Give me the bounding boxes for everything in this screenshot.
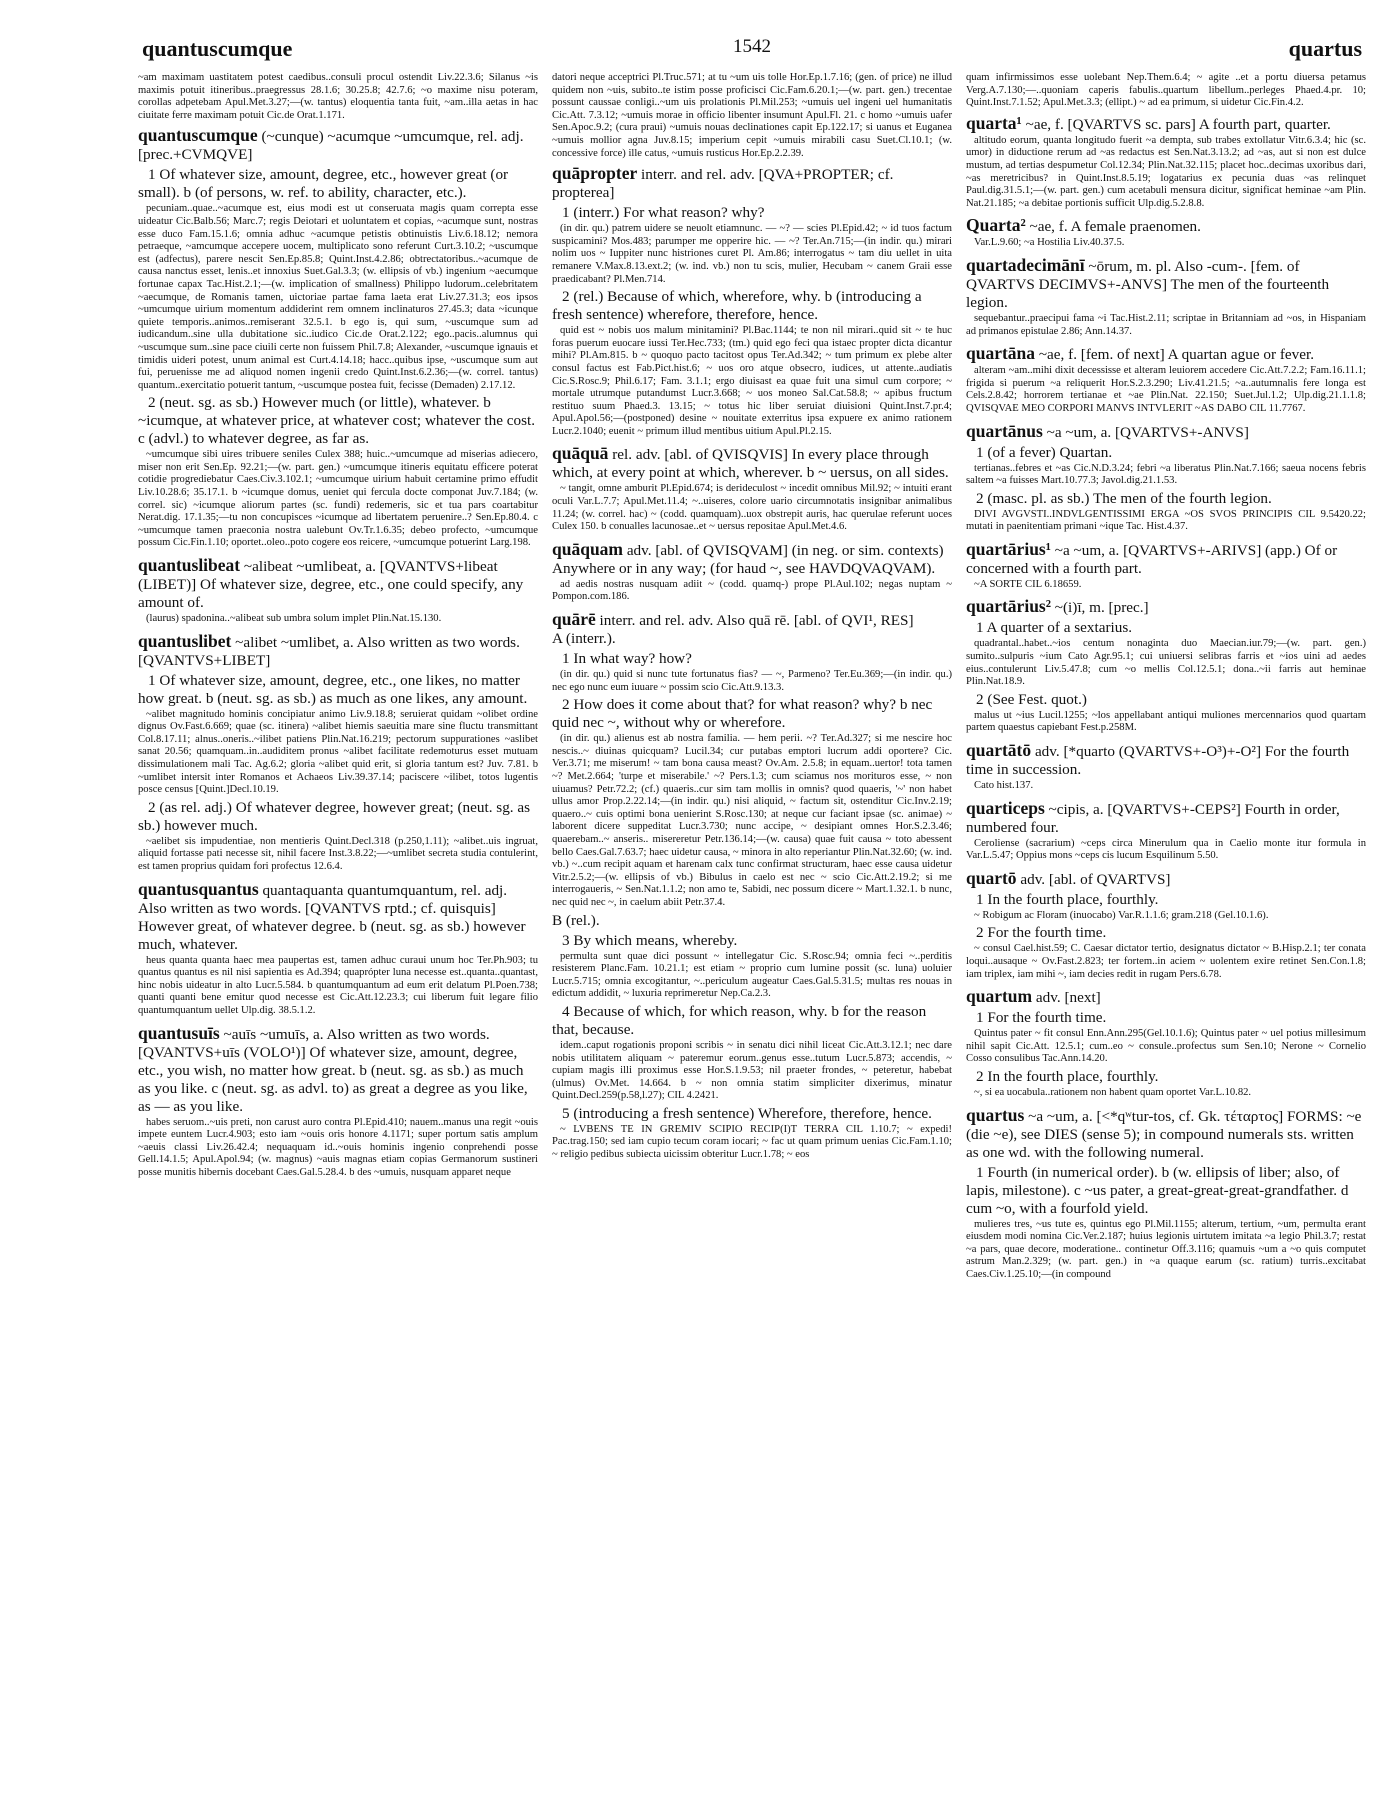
entry-head-text: ~a ~um, a. [QVARTVS+-ANVS] [1046, 423, 1249, 441]
entry-definition [966, 422, 1366, 442]
entry-quarticeps [966, 799, 1366, 863]
entry-quarto [966, 869, 1366, 981]
citations-1: sequebantur..praecipui fama ~i Tac.Hist.2.11; scriptae in Britanniam ad ~os, in Hispaniam ad primanos epistulae 2.86; Ann.14.37. [966, 312, 1366, 337]
headword: quartātō [966, 740, 1032, 761]
entry-quaquam [552, 540, 952, 604]
entry-head-text: ~a ~um, a. [<*qʷtur-tos, cf. Gk. τέταρτος] FORMS: ~e (die ~e), see DIES (sense 5); in compound numerals sts. written as one wd. with the following numeral. [966, 1107, 1362, 1161]
citations-1: (laurus) spadonina..~alibeat sub umbra solum implet Plin.Nat.15.130. [146, 613, 442, 625]
entry-quantusuis [138, 1024, 538, 1180]
citations-1: Cato hist.137. [974, 780, 1034, 792]
sense-1: 1 Of whatever size, amount, degree, etc., one likes, no matter how great. b (neut. sg. as sb.) as much as one likes, any amount. [138, 671, 528, 707]
citations-1: alteram ~am..mihi dixit decessisse et alteram leuiorem accedere Cic.Att.7.2.2; Fam.16.11.1; frigida si puerum ~a reliquerit Hor.S.2.3.290; Liv.41.21.5; ~a..autumnalis fere longa est Cels.2.8.42; horrorem tertianae et ~ae Plin.Nat. 22.150; Suet.Jul.1.2; Ulp.dig.21.1.1.8; QVISQVAE MEO CORPORI MANVS INTVLERIT ~AS DABO CIL 11.7767. [966, 365, 1366, 414]
headword: quantusuīs [138, 1022, 220, 1043]
entry-head-text: ~a ~um, a. [QVARTVS+-ARIVS] (app.) Of or concerned with a fourth part. [966, 541, 1338, 577]
headword: quartārius¹ [966, 538, 1051, 559]
citations-2: ~ consul Cael.hist.59; C. Caesar dictator tertio, designatus dictator ~ B.Hisp.2.1; ter conata loqui..ausaque ~ Ov.Fast.2.823; ter fortem..in aciem ~ uolentem exire retinet Sen.Con.1.8; iam triplex, iam mihi ~, iam decies redit in rugam Pers.6.78. [966, 943, 1366, 980]
sense-4: 4 Because of which, for which reason, why. b for the reason that, because. [552, 1002, 927, 1038]
citations-1: Quintus pater ~ fit consul Enn.Ann.295(Gel.10.1.6); Quintus pater ~ uel potius millesimum nihil sapit Cic.Att. 12.5.1; cum..eo ~ consule..profectus sum Sen.10; Nerone ~ Cornelio Cosso consulibus Tac.Ann.14.20. [966, 1028, 1366, 1065]
entry-quartadecimani [966, 256, 1366, 338]
headword: quartārius² [966, 596, 1051, 617]
entry-definition [138, 126, 538, 164]
entry-definition [966, 1106, 1366, 1162]
entry-definition [552, 164, 952, 202]
headword: quāquā [552, 443, 609, 464]
citations-2: malus ut ~ius Lucil.1255; ~los appellabant antiqui muliones mercennarios quod quartam partem quaestus capiebant Fest.p.258M. [966, 709, 1366, 734]
entry-head-text: ~auīs ~umuīs, a. Also written as two words. [QVANTVS+uīs (VOLO¹)] Of whatever size, amount, degree, etc., you wish, no matter how great. b (neut. sg. as sb.) as much as you like. c (neut. sg. as advl. to) as great a degree as you like, as — as you like. [138, 1025, 528, 1115]
headword: quārē [552, 609, 596, 630]
headword: quāpropter [552, 163, 638, 184]
citations-1: quadrantal..habet..~ios centum nonaginta duo Maecian.iur.79;—(w. part. gen.) sumito..sulpuris ~ium Cato Agr.95.1; cui uniuersi selibras farris et ~ios uini ad aedes eius..contulerunt Liv.5.47.8; cum ~o mellis Col.12.5.1; dona..~ii farris aut heminae Plin.Nat.18.9. [966, 638, 1366, 688]
sense-1: 1 Of whatever size, amount, degree, etc., however great (or small). b (of persons, w. ref. to ability, character, etc.). [138, 166, 509, 202]
citations-1: (in dir. qu.) patrem uidere se neuolt etiamnunc. — ~? — scies Pl.Epid.42; ~ id tuos factum suspicamini? Mos.483; parumper me opperire hic. — ~? Ter.An.715;—(in indir. qu.) mirari nolim uos ~ Iuppiter nunc histriones curet Pl. Am.86; interrogatus ~ tam diu uellet in uita remanere V.Max.8.13.ext.2; (w. ind. vb.) non tu scis, mulier, Hecubam ~ canem Graii esse praedicabant? Pl.Men.714. [552, 223, 952, 285]
entry-quartum [966, 987, 1366, 1099]
entry-head-text: quantaquanta quantumquantum, rel. adj. Also written as two words. [QVANTVS rptd.; cf. quisquis] However great, of whatever degree. b (neut. sg. as sb.) however much, whatever. [138, 881, 526, 953]
headword: quartō [966, 867, 1017, 888]
sense-2: 2 (as rel. adj.) Of whatever degree, however great; (neut. sg. as sb.) however much. [138, 798, 531, 834]
citations-1: tertianas..febres et ~as Cic.N.D.3.24; febri ~a liberatus Plin.Nat.7.166; saeua nocens febris saltem ~a fuisses Mart.10.77.3; Javol.dig.21.1.53. [966, 462, 1366, 487]
headword: quantuslibet [138, 630, 232, 651]
entry-definition [966, 114, 1366, 134]
sense-1: 1 In what way? how? [562, 650, 692, 668]
entry-quarta-1 [966, 114, 1366, 211]
entry-head-text: adv. [abl. of QVISQVAM] (in neg. or sim. contexts) Anywhere or in any way; (for haud ~, see HAVDQVAQVAM). [552, 541, 944, 577]
citations-1: ~alibet magnitudo hominis concipiatur animo Liv.9.18.8; seruierat quidam ~olibet ordine dignus Ov.Fast.6.669; quae (sc. itinera) ~alibet hiemis saeuitia mare sine fluctu transmittant Col.8.17.11; alnus..oneris..~ilibet patiens Plin.Nat.16.219; pectorum suppurationes ~aslibet sanat 20.56; quamquam..in..audiditem pronus ~alibet facilitate redemoturus esset mutuam dissimulationem mali Tac. Ag.6.2; gloria ~alibet quid erit, si gloria tantum est? Juv. 7.81. b ~umlibet intersit inter Romanos et Achaeos Liv.39.37.14; paciscere ~ilibet, totos lugentis posce census [Quint.]Decl.10.19. [138, 708, 538, 796]
citations-2: quid est ~ nobis uos malum minitamini? Pl.Bac.1144; te non nil mirari..quid sit ~ te huc foras puerum euocare iussi Ter.Hec.733; (tm.) quid ego feci qua istaec propter dicta dicantur mihi? Pl.Am.815. b ~ quoquo pacto tacitost opus Ter.Ad.342; ~ tum primum ex plebe alter consul factus est Fab.Pict.hist.6; ~ uos oro atque obsecro, iudices, ut attente..audiatis Cic.S.Rosc.9; Phil.6.17; Fam. 3.1.1; ergo diuisast ea quae fuit una simul cum corpore; ~ mortale utrumque putandumst Lucr.3.668; ~ uos moneo Sal.Cat.58.8; ~ apibus fructum restituo suum Phaed.3. 13.15; ~ totus hic liber seruiat diuisioni Quint.Inst.7.pr.4; Apul.Apol.56;—(postponed) desine ~ nouitate exterritus ipsa expuere ex animo rationem Lucr.2.1040; euenit ~ primum illud mentibus uitium Apul.Pl.2.15. [552, 325, 952, 437]
entry-head-text: interr. and rel. adv. [QVA+PROPTER; cf. propterea] [552, 166, 894, 202]
citations-1: ~A SORTE CIL 6.18659. [974, 578, 1082, 590]
entry-quantuslibet [138, 632, 538, 874]
entry-definition [138, 1024, 538, 1116]
sense-1: 1 (interr.) For what reason? why? [562, 204, 765, 222]
citations-1: ~ Robigum ac Floram (inuocabo) Var.R.1.1.6; gram.218 (Gel.10.1.6). [974, 909, 1269, 921]
entry-definition [966, 597, 1366, 617]
sense-1: 1 For the fourth time. [976, 1009, 1107, 1027]
citations-4: idem..caput rogationis proponi scribis ~ in senatu dici nihil liceat Cic.Att.3.12.1; nec dare nobis utilitatem aliquam ~ pateremur eorum..genus esse..tutum Lucr.5.873; accendis, ~ cupiam magis illi proximus esse Hor.S.1.9.53; nil praeter frondes, ~ peteretur, habebat (ulmus) Ov.Met. 14.664. b ~ non omnia statim simpliciter dixerimus, minatur Quint.Decl.259(p.58,l.27); CIL 4.2421. [552, 1039, 952, 1102]
continued-citations: datori neque acceptrici Pl.Truc.571; at tu ~um uis tolle Hor.Ep.1.7.16; (gen. of price) ne illud quidem non ~uis, subito..te istim posse proficisci Cic.Fam.6.20.1;—(w. part. gen.) trecentae possunt caussae conligi..~um uis prolationis Pl.Mil.253; ~umuis uel ingeni uel humanitatis Cic.Att. 7.3.12; ~umuis morae in officio libenter insumunt Apul.Fl. 21. c homo ~umuis uafer Sen.Apoc.9.2; (cura praui) ~umuis nouas declinationes capit Ep.122.17; si uanus et Euganea ~umuis mollior agna Juv.8.15; imperium cepit ~umuis mirabili casu Suet.Cl.10.1; (w. concessive force) ille catus, ~umuis rusticus Hor.Ep.2.2.39. [552, 72, 952, 159]
entry-head-text: ~alibet ~umlibet, a. Also written as two words. [QVANTVS+LIBET] [138, 633, 520, 669]
entry-head-text: ~ōrum, m. pl. Also -cum-. [fem. of QVARTVS DECIMVS+-ANVS] The men of the fourteenth legion. [966, 257, 1330, 311]
headword: quantuslibeat [138, 555, 241, 576]
entry-definition [138, 632, 538, 670]
dictionary-page [138, 30, 1366, 1776]
page-number: 1542 [733, 36, 771, 57]
entry-head-text: ~alibeat ~umlibeat, a. [QVANTVS+libeat (LIBET)] Of whatever size, degree, etc., one could specify, any amount of. [138, 558, 524, 612]
entry-quare [552, 610, 952, 1162]
entry-head-text: ~cipis, a. [QVARTVS+-CEPS²] Fourth in order, numbered four. [966, 800, 1340, 836]
entry-quartus [966, 1106, 1366, 1282]
sense-2: 2 How does it come about that? for what reason? why? b nec quid nec ~, without why or wherefore. [552, 696, 933, 732]
entry-head-text: ~ae, f. [fem. of next] A quartan ague or fever. [1038, 346, 1314, 364]
entry-definition [552, 610, 952, 630]
headword: Quarta² [966, 215, 1026, 236]
columns [138, 72, 1366, 1776]
entry-definition [966, 869, 1366, 889]
headword: quāquam [552, 538, 624, 559]
entry-quantuslibeat [138, 556, 538, 626]
entry-definition [966, 799, 1366, 837]
section-a-heading: A (interr.). [552, 630, 616, 648]
citations-1: ~ tangit, omne amburit Pl.Epid.674; is derideculost ~ incedit omnibus Mil.92; ~ intuiti erant oculi Var.L.7.7; Apul.Met.11.4; ~..uiseres, colore uario circumnotatis insignibar animalibus 11.24; (w. correl. hac) ~ (codd. quamquam)..uox obstrepit auris, hac querulae referunt uoces Culex 150. b conualles lacunosae..et ~ uersus repositae Apul.Met.4.6. [552, 483, 952, 533]
headword: quantusquantus [138, 878, 259, 899]
column-1 [138, 72, 538, 1776]
entry-quapropter [552, 164, 952, 438]
sense-2: 2 (See Fest. quot.) [976, 690, 1087, 708]
section-b-heading: B (rel.). [552, 911, 600, 929]
sense-1: 1 Fourth (in numerical order). b (w. ellipsis of liber; also, of lapis, milestone). c ~us pater, a great-great-great-grandfather. d cum ~o, with a fourfold yield. [966, 1163, 1349, 1217]
entry-quartana [966, 344, 1366, 415]
entry-definition [552, 444, 952, 482]
entry-definition [966, 741, 1366, 779]
running-header [138, 30, 1366, 66]
sense-2: 2 (rel.) Because of which, wherefore, why. b (introducing a fresh sentence) wherefore, therefore, hence. [552, 288, 922, 324]
entry-definition [138, 556, 538, 612]
headword: quartus [966, 1104, 1025, 1125]
citations-1: Var.L.9.60; ~a Hostilia Liv.40.37.5. [974, 237, 1125, 249]
entry-head-text: adv. [abl. of QVARTVS] [1020, 870, 1171, 888]
citations-1: Ceroliense (sacrarium) ~ceps circa Minerulum qua in Caelio monte itur formula in Var.L.5.47; Oppius mons ~ceps cis lucum Esquilinum 5.50. [966, 837, 1366, 862]
citations-2: ~aelibet sis impudentiae, non mentieris Quint.Decl.318 (p.250,1.11); ~alibet..uis ingruat, aliquid fortasse pati necesse sit, nihil facere Inst.3.8.22;—~umlibet secreta studia contulerint, est tamen proprius quidam fori profectus 12.6.4. [138, 835, 538, 872]
entry-quartanus [966, 422, 1366, 534]
entry-definition [138, 880, 538, 954]
entry-head-text: adv. [*quarto (QVARTVS+-O³)+-O²] For the fourth time in succession. [966, 743, 1350, 779]
citations-1: (in dir. qu.) quid si nunc tute fortunatus fias? — ~, Parmeno? Ter.Eu.369;—(in indir. qu.) nec ego nunc eum iuuare ~ possim scio Cic.Att.9.13.3. [552, 669, 952, 693]
headword: quarta¹ [966, 112, 1022, 133]
entry-quantusquantus [138, 880, 538, 1018]
continued-citations: quam infirmissimos esse uolebant Nep.Them.6.4; ~ agite ..et a portu diuersa petamus Verg.A.7.130;—..quoniam caperis fabulis..quartum libellum..perleges Phaed.4.pr. 10; Quint.Inst.7.1.52; Apul.Met.3.3; (ellipt.) ~ ad ea primum, si uidetur Cic.Fin.4.2. [966, 72, 1366, 109]
entry-quaqua [552, 444, 952, 533]
citations-1: heus quanta quanta haec mea paupertas est, tamen adhuc curaui unum hoc Ter.Ph.903; tu quantus quantus es nil nisi sapientia es Ad.394; quaprópter luna necesse est..quanta..quantast, hinc nobis uideatur in alto Lucr.5.584. b quantumquantum ad eum erit delatum Pl.Poen.738; quanti quanti bene emitur quod necesse est Cic.Att.12.23.3; cui liberum fuit legare filio quantumquantum uellet Ulp.dig. 38.5.1.2. [138, 954, 538, 1016]
column-2 [552, 72, 952, 1776]
entry-quantuscumque [138, 126, 538, 550]
citations-1: mulieres tres, ~us tute es, quintus ego Pl.Mil.1155; alterum, tertium, ~um, permulta erant eiusdem modi nomina Cic.Ver.2.187; huius legionis uirtutem imitata ~a legio Phil.3.7; restat ~a pars, quae decore, moderatione.. continetur Off.3.116; quamuis ~um a ~o quis computet astrum Man.2.329; (w. part. gen.) in ~a quaque earum (sc. ratium) turris..excitabat Caes.Civ.1.25.10;—(in compound [966, 1218, 1366, 1280]
headword: quartānus [966, 420, 1043, 441]
entry-definition [966, 256, 1366, 312]
entry-head-text: interr. and rel. adv. Also quā rē. [abl. of QVI¹, RES] [599, 612, 914, 630]
entry-quartarius-1 [966, 540, 1366, 592]
citations-1: pecuniam..quae..~acumque est, eius modi est ut conseruata magis quam correpta esse uideatur Cic.Balb.56; Marc.7; regis Deiotari et uoluntatem et copias, ~acumque sunt, nostras esse duco Fam.15.1.6; omnia adhuc ~acumque petistis obtinuistis Liv.6.18.12; nemora petraeque, ~amcumque accepere uocem, multiplicato sono referunt Curt.3.10.2; ~uscumque est (adfectus), parere nescit Sen.Ep.85.8; Quint.Inst.4.2.86; obtrectatoribus..~acumque de causa nanctus esset, lenis..et innoxius Suet.Gal.3.3; (w. ellipsis of vb.) ingenium ~aecumque fortunae capax Tac.Hist.2.1;—(w. implication of smallness) Philippo ludorum..celebritatem ~aecumque, de Romanis tamen, uictoriae partae fama laeta erat Liv.27.31.3; eos ipsos ~umcumque uirium momentum addiderint rem omnem inclinaturos 27.45.3; data ~icunque quiete temporis..animos..remiserant 32.5.1. b ego is, qui sum, ~uscumque sum ad iudicandum..sine ulla dubitatione sic..iudico Cic.de Orat.2.122; ego..pacis..alumnus qui ~uscumque sum..sine pace ciuili certe non fuissem Phil.7.8; Alexander, ~uscumque ignauis et timidis uideri potest, unum animal est Curt.4.14.18; hacc..quibus ipse, ~uscumque sum aut fui, peruenisse me ad aliquod nomen ingenii credo Quint.Inst.6.2.36;—(w. correl. tantus) quantum..exercitatio potuerit tantum, ~uscumque postea fuit, fecisse (Demaden) 2.17.12. [138, 203, 538, 391]
entry-definition [552, 540, 952, 578]
citations-2: DIVI AVGVSTI..INDVLGENTISSIMI ERGA ~OS SVOS PRINCIPIS CIL 9.5420.22; mutati in paenitentiam primani ~ique Tac. Hist.4.37. [966, 508, 1366, 533]
entry-definition [966, 344, 1366, 364]
header-first-headword: quantuscumque [142, 36, 293, 61]
entry-definition [966, 540, 1366, 578]
entry-head-text: adv. [next] [1035, 989, 1101, 1007]
column-3 [966, 72, 1366, 1776]
citations-2: ~, si ea uocabula..rationem non habent quam oportet Var.L.10.82. [974, 1086, 1252, 1098]
entry-head-text: rel. adv. [abl. of QVISQVIS] In every place through which, at every point at which, wherever. b ~ uersus, on all sides. [552, 446, 949, 482]
headword: quartāna [966, 343, 1036, 364]
entry-definition [966, 216, 1366, 236]
entry-head-text: (~cunque) ~acumque ~umcumque, rel. adj. [prec.+CVMQVE] [138, 128, 524, 164]
sense-2: 2 In the fourth place, fourthly. [976, 1067, 1159, 1085]
entry-head-text: ~ae, f. A female praenomen. [1029, 218, 1201, 236]
citations-1: ad aedis nostras nusquam adiit ~ (codd. quamq-) prope Pl.Aul.102; negas nuptam ~ Pompon.com.186. [552, 578, 952, 603]
entry-quartarius-2 [966, 597, 1366, 735]
sense-5: 5 (introducing a fresh sentence) Wherefore, therefore, hence. [562, 1104, 932, 1122]
entry-quartato [966, 741, 1366, 793]
entry-head-text: ~(i)ī, m. [prec.] [1054, 599, 1149, 617]
citations-1: altitudo eorum, quanta longitudo fuerit ~a dempta, sub trabes extollatur Vitr.6.3.4; hic (sc. umor) in diductione rerum ad ~as redactus est Sen.Nat.3.13.2; ad ~as, aut si non est dulce mustum, ad tertias despumetur Col.12.34; Plin.Nat.32.115; placet hoc..decimas uxoribus dari, ~as meretricibus? in Quint.Inst.8.5.19; logatarius ex pecunia duas ~as relinquet Paul.dig.31.5.1;—(w. part. gen.) cum acetabuli mensura dicitur, significat heminae ~am Plin. Nat.21.185; ~a debitae portionis sufficit Ulp.dig.5.2.8.8. [966, 134, 1366, 209]
entry-head-text: ~ae, f. [QVARTVS sc. pars] A fourth part, quarter. [1025, 115, 1331, 133]
citations-2: (in dir. qu.) alienus est ab nostra familia. — hem perii. ~? Ter.Ad.327; si me nescire hoc nescis..~ diuinas quicquam? Lucil.34; cur putabas emptori lucrum addi oportere? Cic. Ver.3.71; me miserum! ~ tam bona causa meast? Ov.Am. 2.5.8; in equam..uertor! tota tamen ~? Met.2.664; 'turpe et miserabile.' ~? Pers.1.3; cum sciamus nos morituros esse, ~ non uiuamus? Petr.72.2; (cf.) quaeris..cur sim tam mollis in omnis? quod quaeris, '~' non habet ullus amor Prop.2.22.14;—(in indir. qu.) nisi aliquid, ~ factum sit, ostenditur Cic.Inv.2.19; quaero..~ cuis optimi bona uenierint S.Rosc.130; at neque cur faciant ipsae (sc. animae) ~ laborent dicere suppeditat Lucr.3.730; nunc accipe, ~ desipiant omnes Hor.S.2.3.46; quaerebam..~ anseris.. misereretur Petr.136.14;—(w. causa) quae fuit causa ~ toto abessent bello Caes.Gal.7.63.7; haec uidetur causa, ~ minora in alto reperiantur Plin.Nat.32.60; (w. ind. vb.) ~..cum recipit aquam et harenam calx tunc confirmat structuram, haec esse causa uidetur Vitr.2.5.2;—(w. ellipsis of vb.) Bibulus in caelo est nec ~ scio Cic.Att.2.19.2; si me interrogaueris, ~ Sen.Nat.1.1.2; non amo te, Sabidi, nec possum dicere ~ Mart.1.32.1. b nunc, nec quid nec ~, in caelum abiit Petr.37.4. [552, 733, 952, 908]
sense-1: 1 (of a fever) Quartan. [976, 443, 1113, 461]
citations-1: habes seruom..~uis preti, non carust auro contra Pl.Epid.410; nauem..manus una regit ~ouis impete euntem Lucr.4.903; esto iam ~ouis oris honore 4.1171; super portum satis amplum ~aeuis classi Liv.26.42.4; nequaquam id..~ouis hominis ingenio conprehendi posse Gell.14.1.5; Apul.Apol.94; (w. magnus) ~auis magnas etiam copias Germanorum sustineri posse munitis hibernis docebant Caes.Gal.5.28.4. b des ~umuis, nusquam apparet neque [138, 1116, 538, 1178]
sense-2: 2 (masc. pl. as sb.) The men of the fourth legion. [976, 489, 1272, 507]
headword: quartadecimānī [966, 254, 1085, 275]
entry-definition [966, 987, 1366, 1007]
entry-quarta-2 [966, 216, 1366, 250]
headword: quantuscumque [138, 125, 258, 146]
sense-2: 2 (neut. sg. as sb.) However much (or little), whatever. b ~icumque, at whatever price, at whatever cost; whatever the cost. c (advl.) to whatever degree, as far as. [138, 394, 536, 448]
headword: quartum [966, 986, 1033, 1007]
sense-1: 1 In the fourth place, fourthly. [976, 890, 1159, 908]
sense-2: 2 For the fourth time. [976, 924, 1107, 942]
citations-5: ~ LVBENS TE IN GREMIV SCIPIO RECIP(I)T TERRA CIL 1.10.7; ~ expedi! Pac.trag.150; sed iam cupio tecum coram iocari; ~ fac ut quam primum uenias Cic.Fam.1.10; ~ religio pedibus subiecta uicissim obteritur Lucr.1.78; ~ eos [552, 1123, 952, 1161]
headword: quarticeps [966, 797, 1045, 818]
continued-citations: ~am maximam uastitatem potest caedibus..consuli procul ostendit Liv.22.3.6; Silanus ~is maximis potuit itineribus..praegressus 28.1.6; 30.25.8; 42.7.6; ~o maxime nisu poteram, corollas adpetebam Apul.Met.3.27;—(w. tantus) eloquentia tanta fuit, ~am..illa aetas in hac ciuitate ferre maximam potuit Cic.de Orat.1.171. [138, 72, 538, 121]
citations-2: ~umcumque sibi uires tribuere seniles Culex 388; huic..~umcumque ad miserias adiecero, miser non erit Sen.Ep. 92.21;—(w. part. gen.) ~umcumque itineris equitatu efficere poterat cotidie progrediebatur Caes.Civ.3.102.1; ~umcumque uirium habuit certamine primo effudit Liv.10.28.6; 35.17.1. b ~icumque domus, ueniet qui fercula docte componat Juv.7.184; (w. correl. sic) ~icumque aliorum partes (sc. fundi) redemeris, sic et tua pars coartabitur Nerat.dig. 17.1.35;—tu non concupisces ~icumque ad libertatem peruenire..? Sen.Ep.80.4. c ~umcumque tamen praeconia nostra ualebunt Ov.Tr.1.6.35; debeo profecto, ~umcumque possum Cic.Fin.1.10; oportet..oleo..poto cogere eos reicere, ~umcumque potuerint Larg.198. [138, 449, 538, 549]
sense-3: 3 By which means, whereby. [562, 931, 738, 949]
citations-3: permulta sunt quae dici possunt ~ intellegatur Cic. S.Rosc.94; omnia feci ~..perditis resisterem Planc.Fam. 10.21.1; est etiam ~ proprio cum lumine possit (sc. luna) uoluier Lucr.5.715; omnia excogitantur, ~..periculum augeatur Caes.Gal.5.31.5; multas res nouas in edictum addidit, ~ luxuria reprimeretur Nep.Ca.2.3. [552, 950, 952, 1000]
header-last-headword: quartus [1288, 36, 1362, 61]
sense-1: 1 A quarter of a sextarius. [976, 619, 1133, 637]
